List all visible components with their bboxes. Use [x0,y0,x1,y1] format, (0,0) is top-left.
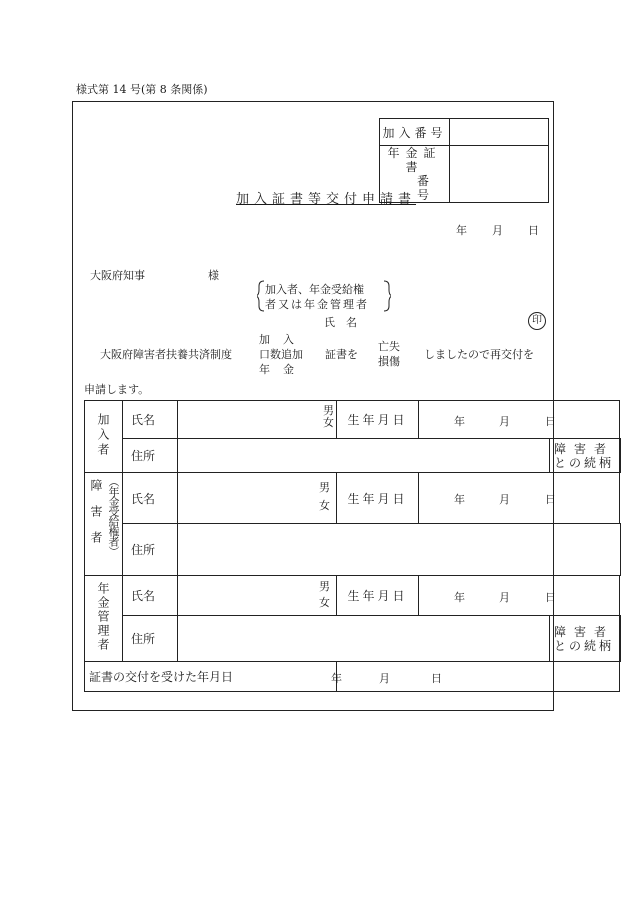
manager-relation-label: 障害者 との続柄 [550,616,620,662]
manager-relation-field[interactable] [620,616,621,662]
issued-date-field[interactable]: 年 月 日 [337,662,620,692]
certificate-number-label: 年金証書 番 号 [380,146,450,203]
applicant-name-label: 氏 名 [324,316,357,329]
applicant-role-line2: 者又は年金管理者 [265,298,369,311]
beneficiary-sex-field[interactable]: 男 女 [319,481,330,512]
beneficiary-name-label: 氏名 [123,473,178,524]
damage-option: 損傷 [378,355,400,368]
beneficiary-address-label: 住所 [123,524,178,576]
applicant-info-table [84,400,621,692]
manager-name-field[interactable] [178,576,337,616]
member-birthdate-label: 生年月日 [337,401,419,439]
seal-mark: 印 [528,312,546,330]
member-birthdate-field[interactable]: 年 月 日 [419,401,620,439]
addressee-honorific: 様 [208,269,219,282]
beneficiary-address-field[interactable] [178,524,621,576]
manager-address-field[interactable] [178,616,550,662]
member-relation-label: 障害者 との続柄 [550,439,620,473]
beneficiary-birthdate-field[interactable]: 年 月 日 [419,473,620,524]
member-name-label: 氏名 [123,401,178,439]
manager-address-label: 住所 [123,616,178,662]
applicant-role-line1: 加入者、年金受給権 [265,283,364,296]
manager-sex-field[interactable]: 男 女 [319,580,330,609]
member-address-field[interactable] [178,439,550,473]
manager-section-label: 年金管理者 [85,576,123,662]
certificate-text: 証書を [325,348,358,361]
reissue-text: しましたので再交付を [424,348,534,361]
date-year-label: 年 [456,224,467,237]
choice-pension: 年 金 [259,363,295,376]
choice-join: 加 入 [259,333,295,346]
manager-name-label: 氏名 [123,576,178,616]
form-title: 加入証書等交付申請書 [236,192,417,207]
member-number-label: 加入番号 [380,119,450,146]
loss-option: 亡失 [378,340,400,353]
choice-add-units: 口数追加 [259,348,303,361]
member-section-label: 加入者 [85,401,123,473]
member-sex-field[interactable]: 男 女 [323,404,334,429]
member-number-field[interactable] [450,119,549,146]
issued-date-label: 証書の交付を受けた年月日 [85,662,337,692]
system-name: 大阪府障害者扶養共済制度 [100,348,232,361]
manager-birthdate-field[interactable]: 年 月 日 [419,576,620,616]
beneficiary-birthdate-label: 生年月日 [337,473,419,524]
form-reference: 様式第 14 号(第 8 条関係) [76,83,208,96]
date-day-label: 日 [528,224,539,237]
member-relation-field[interactable] [620,439,621,473]
beneficiary-name-field[interactable] [178,473,337,524]
apply-text: 申請します。 [84,383,150,396]
manager-birthdate-label: 生年月日 [337,576,419,616]
member-name-field[interactable] [178,401,337,439]
member-address-label: 住所 [123,439,178,473]
date-month-label: 月 [492,224,503,237]
addressee-name: 大阪府知事 [90,269,145,282]
beneficiary-section-label: 障害者 （年金受給権者） [85,473,123,576]
